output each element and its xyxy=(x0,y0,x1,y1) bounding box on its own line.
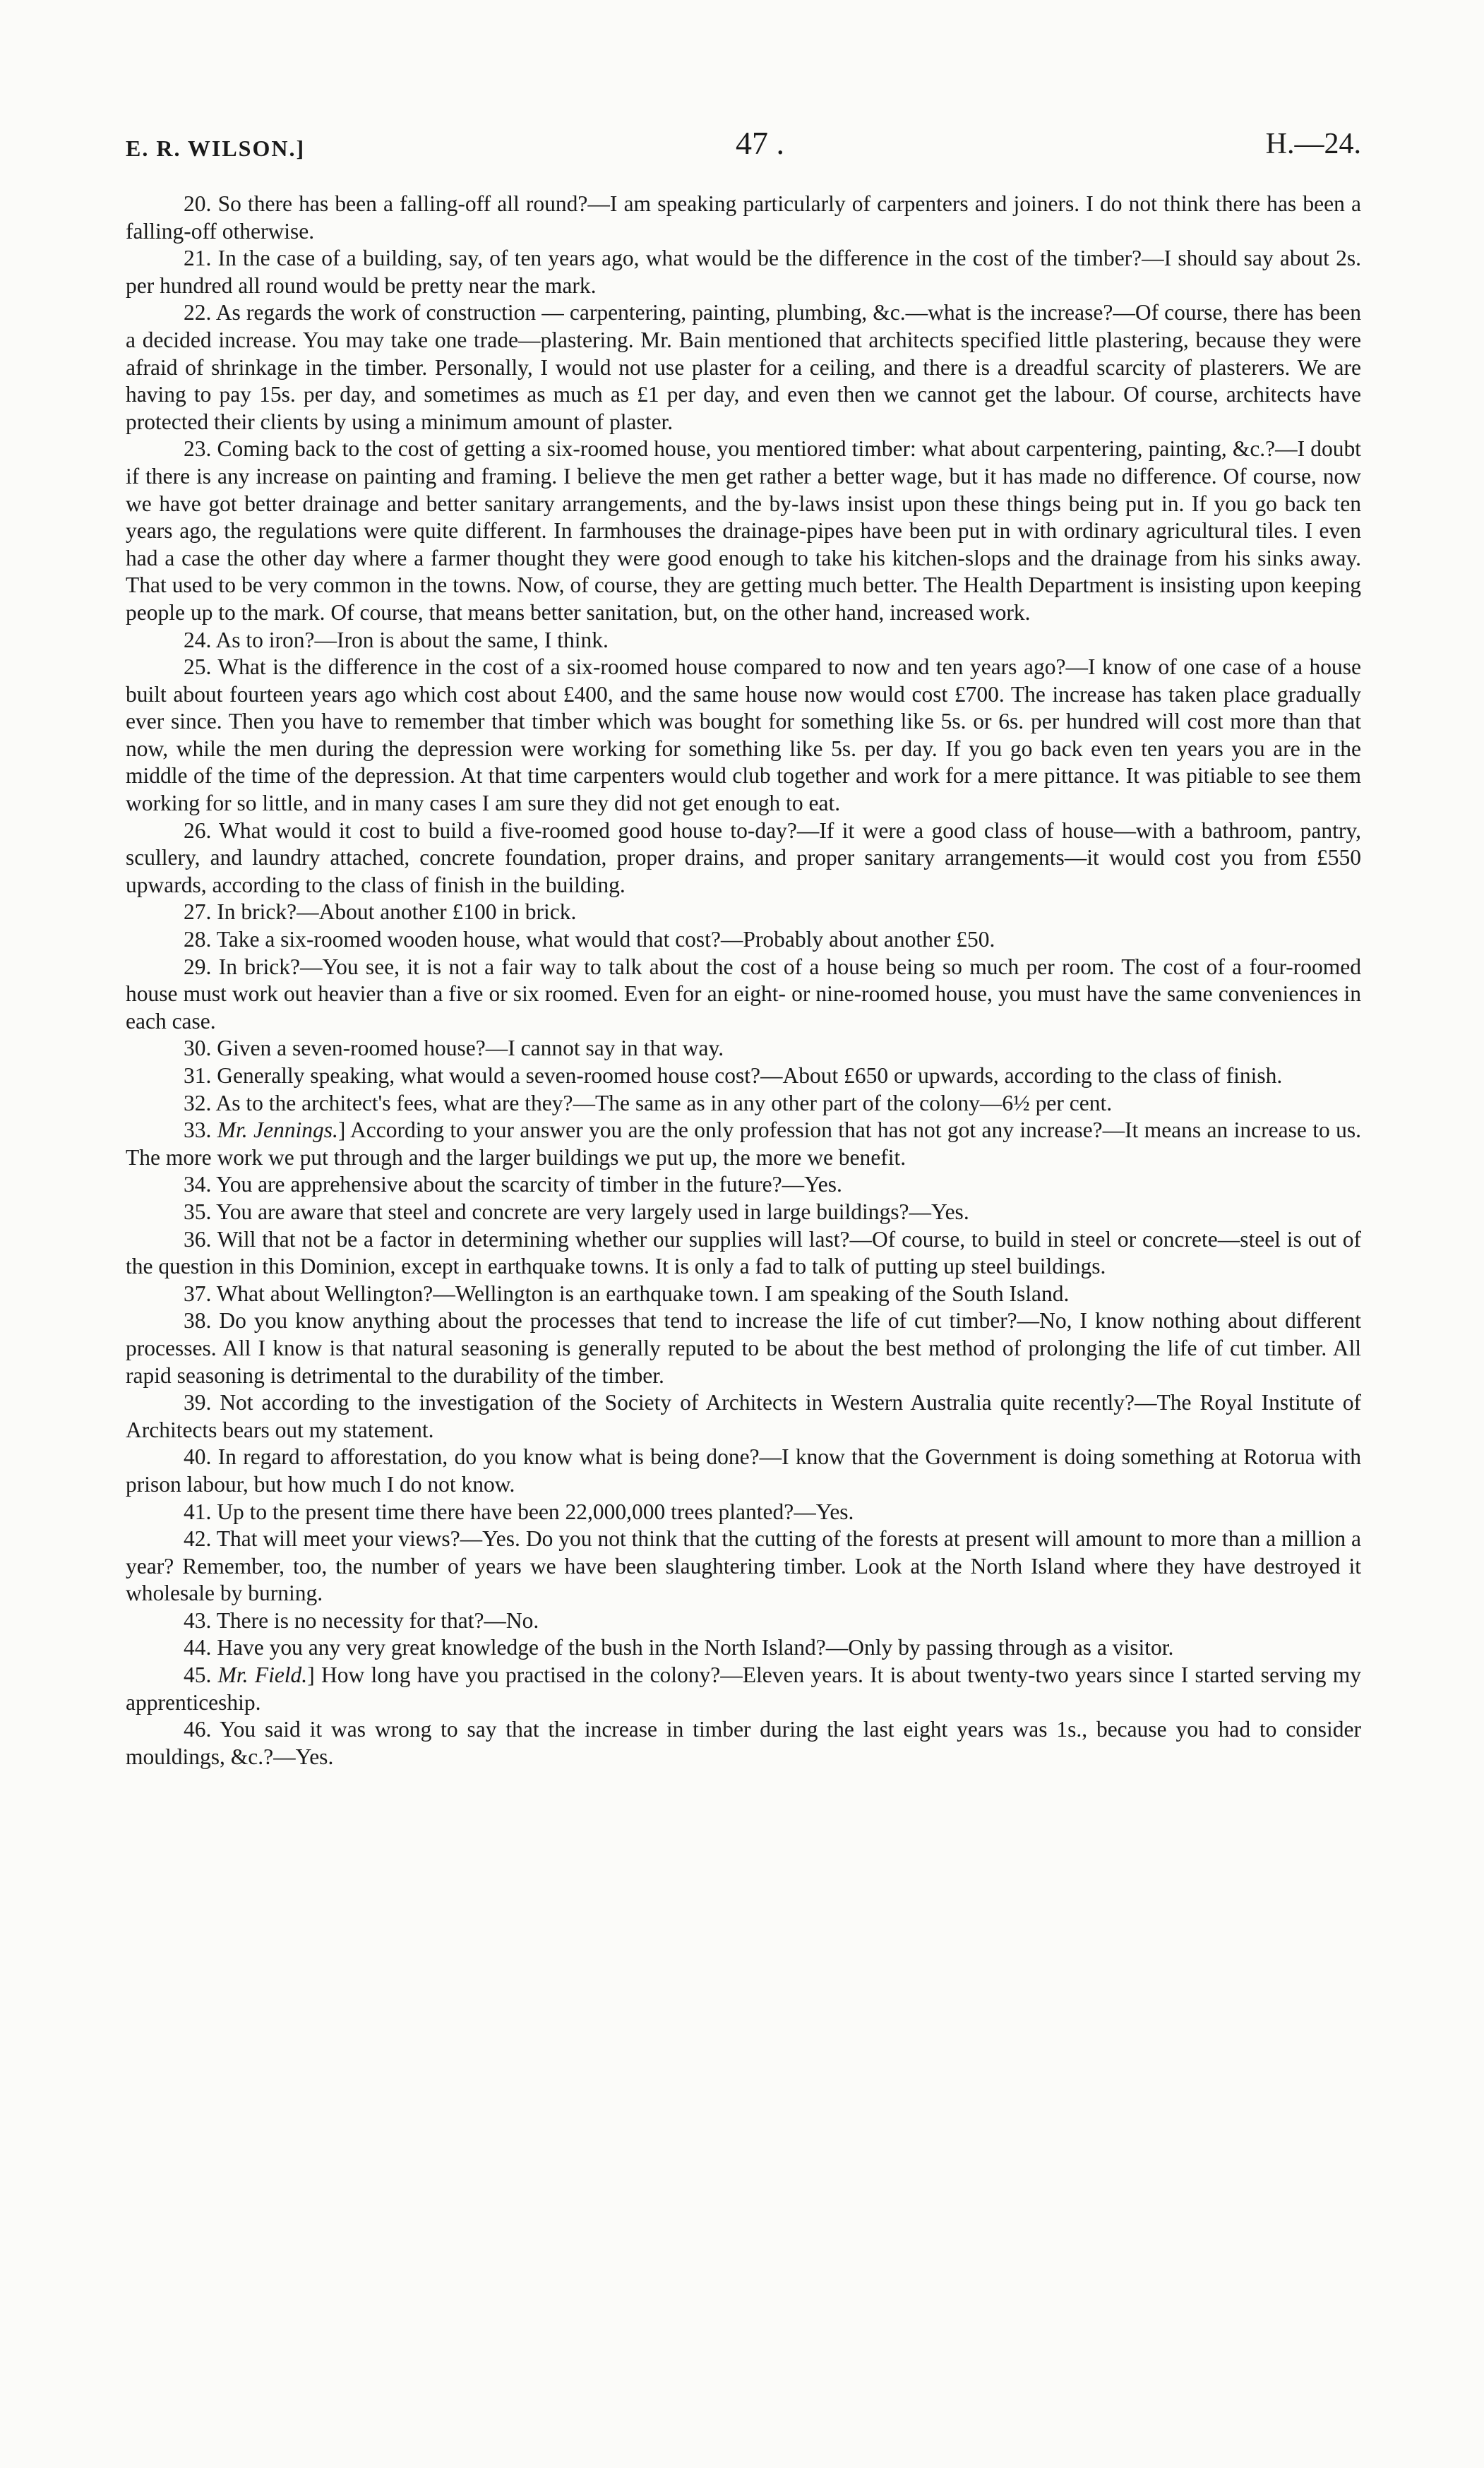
question-number: 45. xyxy=(184,1663,212,1688)
question-answer-text: That will meet your views?—Yes. Do you not think that the cutting of the forests at present will amount to more than a million a year? Remember, too, the number of years we have been slaughtering timber. Look at the North Island where they have destroyed it wholesale by burning. xyxy=(126,1526,1361,1606)
question-paragraph xyxy=(126,654,1361,817)
question-answer-text: In the case of a building, say, of ten years ago, what would be the difference in the cost of the timber?—I should say about 2s. per hundred all round would be pretty near the mark. xyxy=(126,246,1361,298)
question-paragraph xyxy=(126,245,1361,299)
question-number: 38. xyxy=(184,1308,212,1334)
question-number: 46. xyxy=(184,1717,212,1742)
page-number: 47 . xyxy=(736,125,784,161)
question-number: 27. xyxy=(184,899,212,925)
question-paragraph xyxy=(126,1307,1361,1389)
question-paragraph xyxy=(126,817,1361,899)
question-paragraph xyxy=(126,1062,1361,1090)
question-answer-text: ] According to your answer you are the only profession that has not got any increase?—It means an increase to us. The more work we put through and the larger buildings we put up, the more we benefit. xyxy=(126,1118,1362,1170)
question-number: 23. xyxy=(184,436,212,462)
question-number: 30. xyxy=(184,1036,212,1061)
evidence-body xyxy=(126,191,1361,1771)
question-answer-text: ] How long have you practised in the colony?—Eleven years. It is about twenty-two years since I started serving my apprenticeship. xyxy=(126,1663,1362,1715)
question-paragraph xyxy=(126,1607,1361,1635)
question-paragraph xyxy=(126,899,1361,926)
question-answer-text: As to the architect's fees, what are they?—The same as in any other part of the colony—6½ per cent. xyxy=(215,1090,1113,1115)
question-paragraph xyxy=(126,1526,1361,1607)
question-paragraph xyxy=(126,1117,1361,1171)
question-answer-text: There is no necessity for that?—No. xyxy=(216,1607,539,1633)
question-number: 44. xyxy=(184,1635,212,1660)
question-answer-text: In regard to afforestation, do you know what is being done?—I know that the Government is doing something at Rotorua with prison labour, but how much I do not know. xyxy=(126,1444,1361,1497)
question-number: 34. xyxy=(184,1172,212,1197)
question-paragraph xyxy=(126,1090,1361,1118)
question-answer-text: Coming back to the cost of getting a six-roomed house, you mentiored timber: what about carpentering, painting, &c.?—I doubt if there is any increase on painting and framing. I believe the men get rather a better wage, but it has made no difference. Of course, now we have got better drainage and better sanitary arrangements, and the by-laws insist upon these things being put in. If you go back ten years ago, the regulations were quite different. In farmhouses the drainage-pipes have been put in with ordinary agricultural tiles. I even had a case the other day where a farmer thought they were good enough to take his kitchen-slops and the drainage from his sinks away. That used to be very common in the towns. Now, of course, they are getting much better. The Health Department is insisting upon keeping people up to the mark. Of course, that means better sanitation, but, on the other hand, increased work. xyxy=(126,436,1361,625)
question-answer-text: Do you know anything about the processes that tend to increase the life of cut timber?—No, I know nothing about different processes. All I know is that natural seasoning is generally reputed to be about the best method of prolonging the life of cut timber. All rapid seasoning is detrimental to the durability of the timber. xyxy=(126,1308,1362,1388)
question-number: 21. xyxy=(184,246,212,271)
question-paragraph xyxy=(126,1199,1361,1226)
question-answer-text: Not according to the investigation of the Society of Architects in Western Australia quite recently?—The Royal Institute of Architects bears out my statement. xyxy=(126,1390,1362,1442)
question-paragraph xyxy=(126,1035,1361,1062)
question-number: 43. xyxy=(184,1607,212,1633)
question-number: 37. xyxy=(184,1281,212,1306)
question-answer-text: Will that not be a factor in determining whether our supplies will last?—Of course, to build in steel or concrete—steel is out of the question in this Dominion, except in earthquake towns. It is only a fad to talk of putting up steel buildings. xyxy=(126,1226,1361,1279)
question-answer-text: Given a seven-roomed house?—I cannot say in that way. xyxy=(217,1036,724,1061)
question-paragraph xyxy=(126,1634,1361,1662)
question-answer-text: Generally speaking, what would a seven-roomed house cost?—About £650 or upwards, according to the class of finish. xyxy=(217,1063,1283,1088)
paper-reference: H.—24. xyxy=(1265,128,1361,160)
speaker-name: Mr. Jennings. xyxy=(217,1118,338,1143)
question-paragraph xyxy=(126,299,1361,436)
question-answer-text: What is the difference in the cost of a six-roomed house compared to now and ten years ago?—I know of one case of a house built about fourteen years ago which cost about £400, and the same house now would cost £700. The increase has taken place gradually ever since. Then you have to remember that timber which was bought for something like 5s. or 6s. per hundred will cost more than that now, while the men during the depression were working for something like 5s. per day. If you go back even ten years you are in the middle of the time of the depression. At that time carpenters would club together and work for a mere pittance. It was pitiable to see them working for so little, and in many cases I am sure they did not get enough to eat. xyxy=(126,654,1361,816)
question-answer-text: Take a six-roomed wooden house, what would that cost?—Probably about another £50. xyxy=(216,927,995,952)
question-answer-text: You are aware that steel and concrete are very largely used in large buildings?—Yes. xyxy=(216,1199,969,1224)
question-paragraph xyxy=(126,191,1361,245)
question-answer-text: What about Wellington?—Wellington is an earthquake town. I am speaking of the South Island. xyxy=(216,1281,1070,1306)
question-paragraph xyxy=(126,627,1361,654)
question-answer-text: In brick?—About another £100 in brick. xyxy=(217,899,577,925)
question-answer-text: Up to the present time there have been 22,000,000 trees planted?—Yes. xyxy=(217,1499,854,1524)
question-number: 24. xyxy=(184,627,212,652)
question-number: 40. xyxy=(184,1444,212,1470)
question-paragraph xyxy=(126,1499,1361,1526)
question-number: 41. xyxy=(184,1499,212,1524)
question-number: 26. xyxy=(184,817,212,843)
question-number: 36. xyxy=(184,1226,212,1252)
question-number: 39. xyxy=(184,1390,212,1415)
question-paragraph xyxy=(126,436,1361,626)
question-paragraph xyxy=(126,1444,1361,1498)
question-paragraph xyxy=(126,1389,1361,1444)
page-header xyxy=(126,124,1361,174)
question-number: 20. xyxy=(184,191,212,216)
question-number: 22. xyxy=(184,300,212,325)
question-answer-text: In brick?—You see, it is not a fair way to talk about the cost of a house being so much per room. The cost of a four-roomed house must work out heavier than a five or six roomed. Even for an eight- or nine-roomed house, you must have the same conveniences in each case. xyxy=(126,954,1362,1034)
question-paragraph xyxy=(126,1171,1361,1199)
speaker-name: Mr. Field. xyxy=(217,1663,308,1688)
question-answer-text: You said it was wrong to say that the increase in timber during the last eight years was 1s., because you had to consider mouldings, &c.?—Yes. xyxy=(126,1717,1361,1769)
question-number: 25. xyxy=(184,654,212,680)
question-answer-text: What would it cost to build a five-roomed good house to-day?—If it were a good class of house—with a bathroom, pantry, scullery, and laundry attached, concrete foundation, proper drains, and proper sanitary arrangements—it would cost you from £550 upwards, according to the class of finish in the building. xyxy=(126,817,1361,897)
question-number: 35. xyxy=(184,1199,212,1224)
question-paragraph xyxy=(126,1662,1361,1716)
question-paragraph xyxy=(126,954,1361,1036)
question-number: 31. xyxy=(184,1063,212,1088)
question-number: 42. xyxy=(184,1526,212,1552)
witness-name: E. R. WILSON.] xyxy=(126,136,306,161)
question-answer-text: You are apprehensive about the scarcity of timber in the future?—Yes. xyxy=(216,1172,842,1197)
question-answer-text: As regards the work of construction — carpentering, painting, plumbing, &c.—what is the increase?—Of course, there has been a decided increase. You may take one trade—plastering. Mr. Bain mentioned that architects specified little plastering, because they were afraid of shrinkage in the timber. Personally, I would not use plaster for a ceiling, and there is a dreadful scarcity of plasterers. We are having to pay 15s. per day, and sometimes as much as £1 per day, and even then we cannot get the labour. Of course, architects have protected their clients by using a minimum amount of plaster. xyxy=(126,300,1361,434)
question-number: 29. xyxy=(184,954,212,979)
question-paragraph xyxy=(126,1281,1361,1308)
question-number: 28. xyxy=(184,927,212,952)
question-number: 33. xyxy=(184,1118,212,1143)
question-answer-text: Have you any very great knowledge of the bush in the North Island?—Only by passing through as a visitor. xyxy=(217,1635,1174,1660)
question-paragraph xyxy=(126,926,1361,954)
question-answer-text: As to iron?—Iron is about the same, I think. xyxy=(215,627,609,652)
question-number: 32. xyxy=(184,1090,212,1115)
question-answer-text: So there has been a falling-off all round?—I am speaking particularly of carpenters and joiners. I do not think there has been a falling-off otherwise. xyxy=(126,191,1362,244)
question-paragraph xyxy=(126,1226,1361,1281)
question-paragraph xyxy=(126,1716,1361,1771)
